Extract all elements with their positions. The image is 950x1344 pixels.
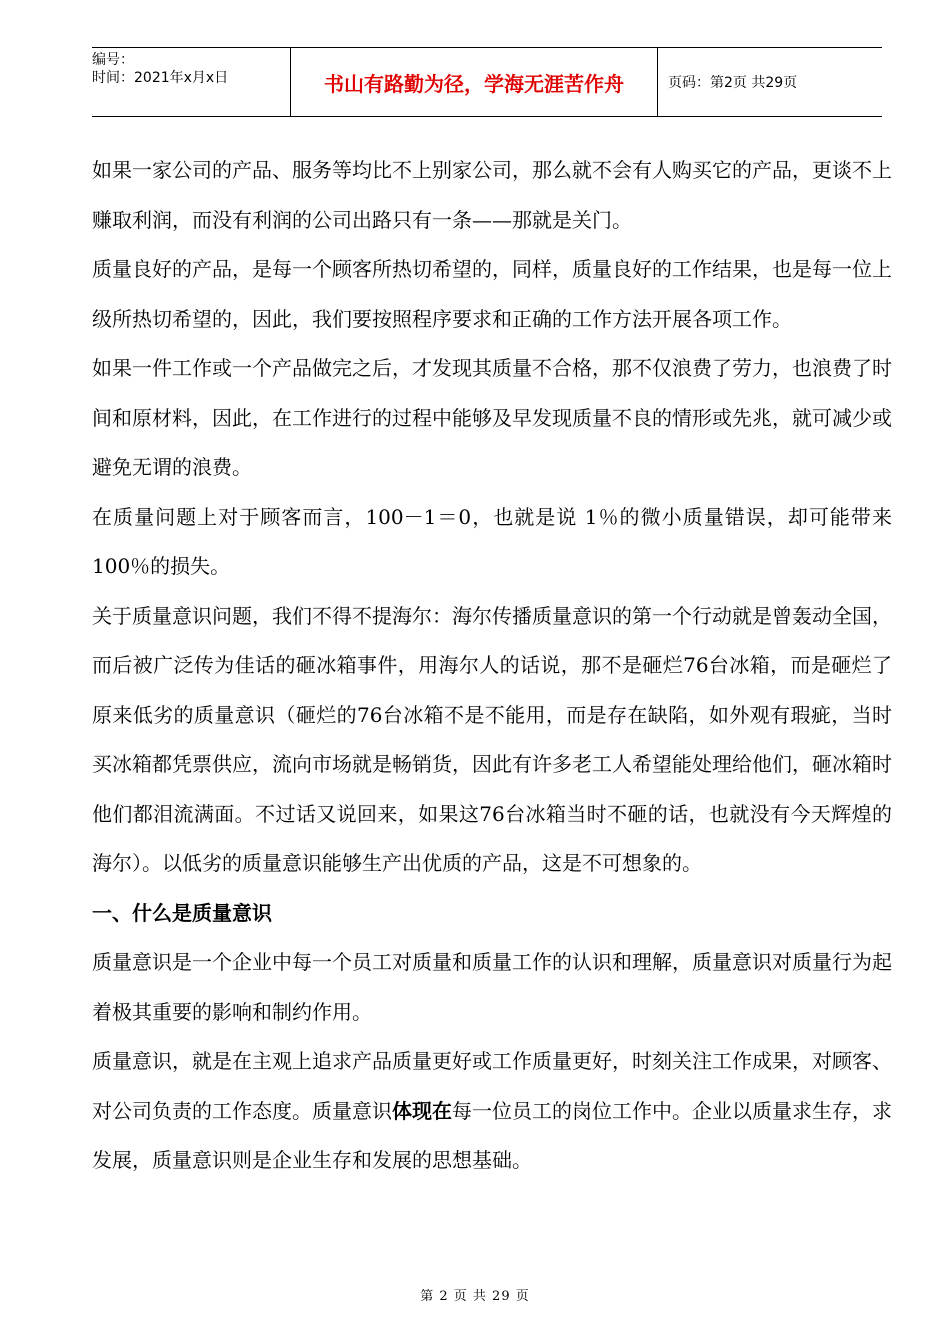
- paragraph-4: 在质量问题上对于顾客而言，100－1＝0，也就是说 1％的微小质量错误，却可能带来100％的损失。: [92, 504, 892, 578]
- paragraph-1: 如果一家公司的产品、服务等均比不上别家公司，那么就不会有人购买它的产品，更谈不上赚取利润，而没有利润的公司出路只有一条——那就是关门。: [92, 158, 892, 232]
- document-body: [92, 146, 892, 1186]
- page-footer: 第 2 页 共 29 页: [420, 1289, 530, 1304]
- header-page-info: 页码：第2页 共29页: [668, 75, 798, 91]
- section-paragraph-2-emphasis: 体现在: [392, 1098, 452, 1123]
- header-motto: 书山有路勤为径，学海无涯苦作舟: [290, 48, 658, 116]
- paragraph-2: 质量良好的产品，是每一个顾客所热切希望的，同样，质量良好的工作结果，也是每一位上级所热切希望的，因此，我们要按照程序要求和正确的工作方法开展各项工作。: [92, 257, 892, 331]
- section-paragraph-1: 质量意识是一个企业中每一个员工对质量和质量工作的认识和理解，质量意识对质量行为起着极其重要的影响和制约作用。: [92, 950, 892, 1024]
- paragraph-5: 关于质量意识问题，我们不得不提海尔：海尔传播质量意识的第一个行动就是曾轰动全国，而后被广泛传为佳话的砸冰箱事件，用海尔人的话说，那不是砸烂76台冰箱，而是砸烂了原来低劣的质量意识（砸烂的76台冰箱不是不能用，而是存在缺陷，如外观有瑕疵，当时买冰箱都凭票供应，流向市场就是畅销货，因此有许多老工人希望能处理给他们，砸冰箱时他们都泪流满面。不过话又说回来，如果这76台冰箱当时不砸的话，也就没有今天辉煌的海尔）。以低劣的质量意识能够生产出优质的产品，这是不可想象的。: [92, 603, 892, 875]
- document-number-label: 编号：: [92, 52, 134, 68]
- paragraph-3: 如果一件工作或一个产品做完之后，才发现其质量不合格，那不仅浪费了劳力，也浪费了时间和原材料，因此，在工作进行的过程中能够及早发现质量不良的情形或先兆，就可减少或避免无谓的浪费。: [92, 356, 892, 479]
- section-paragraph-2-start: 质量意识，就是在主观上追求产品质量更好或工作质量更好，时刻关注工作成果，对顾客、对公司负责的工作态度。质量意识: [92, 1049, 892, 1123]
- section-paragraph-2: [92, 1037, 892, 1186]
- section-heading: 一、什么是质量意识: [92, 900, 272, 925]
- header-meta: [92, 48, 287, 116]
- page-header: [92, 47, 882, 117]
- section-paragraph-2-end: 每一位员工的岗位工作中。企业以质量求生存，求发展，质量意识则是企业生存和发展的思想基础。: [92, 1098, 892, 1172]
- document-time-label: 时间：2021年x月x日: [92, 70, 229, 86]
